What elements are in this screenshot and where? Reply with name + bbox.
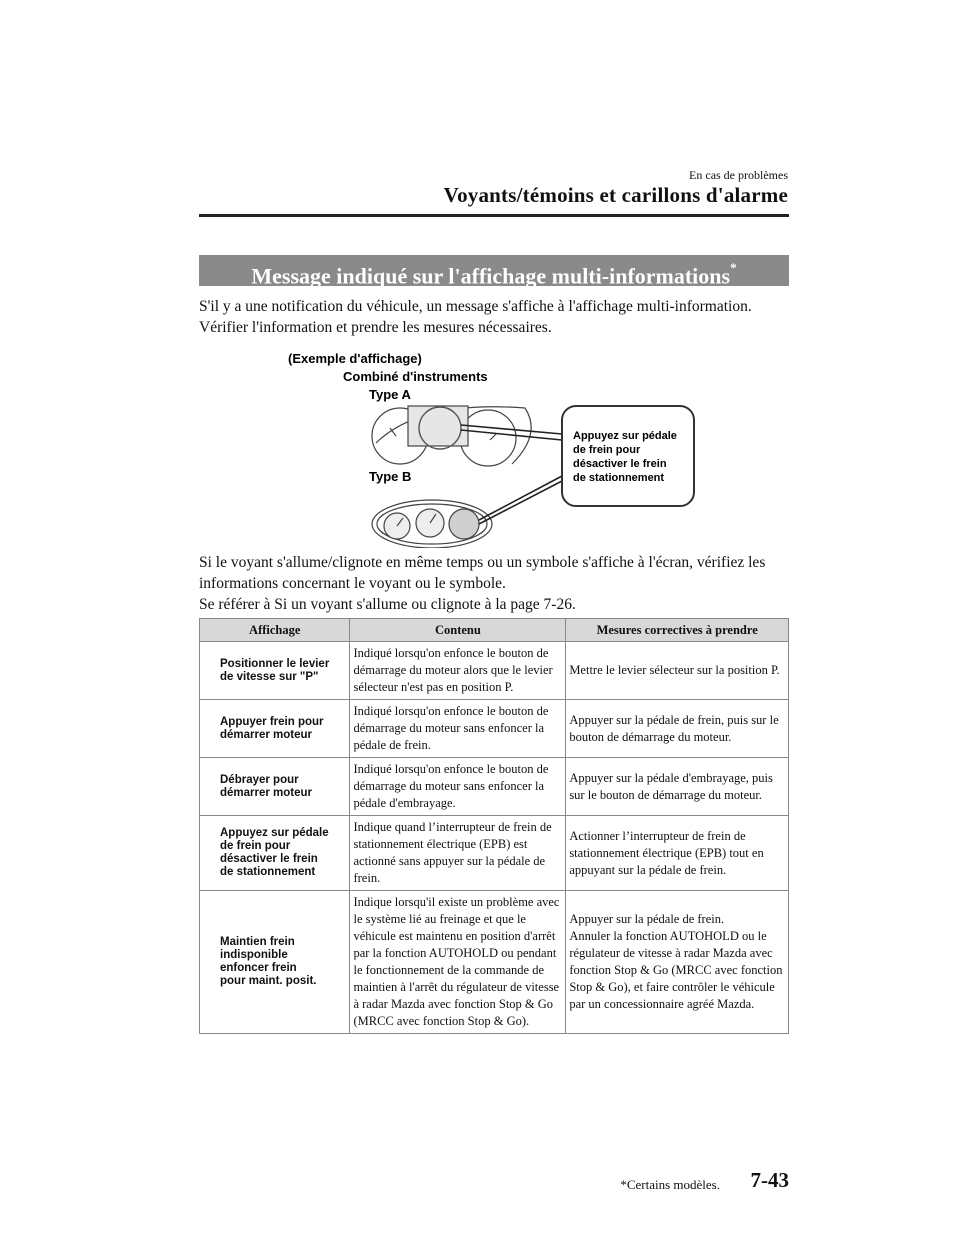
type-b-cluster [372, 500, 492, 548]
table-row [200, 816, 789, 891]
fix-cell: Appuyer sur la pédale de frein, puis sur le bouton de démarrage du moteur. [566, 700, 789, 758]
table-header-row [200, 619, 789, 642]
intro-text [199, 296, 799, 338]
cluster-label: Combiné d'instruments [343, 369, 488, 384]
reference-text [199, 552, 799, 615]
fix-cell: Appuyer sur la pédale de frein. Annuler la fonction AUTOHOLD ou le régulateur de vitesse à radar Mazda avec fonction Stop & Go (MRCC avec fonction Stop & Go), et faire contrôler le véhicule par un concessionnaire agréé Mazda. [566, 891, 789, 1034]
reference-line: Si le voyant s'allume/clignote en même temps ou un symbole s'affiche à l'écran, vérifiez les [199, 554, 766, 571]
model-asterisk: * [730, 260, 737, 275]
table-row [200, 642, 789, 700]
callout-line: Appuyez sur pédale [573, 430, 677, 442]
chapter-title: En cas de problèmes [689, 168, 788, 182]
callout-line: désactiver le frein [573, 458, 667, 470]
column-header: Contenu [350, 619, 566, 642]
header-rule [199, 214, 789, 217]
content-cell: Indique lorsqu'il existe un problème avec le système lié au freinage et que le véhicule est maintenu en position d'arrêt par la fonction AUTOHOLD ou pendant le fonctionnement de la commande de maintien à l'arrêt du régulateur de vitesse à radar Mazda avec fonction Stop & Go (MRCC avec fonction Stop & Go). [350, 891, 566, 1034]
type-a-cluster [372, 406, 531, 466]
display-message: Appuyer frein pour démarrer moteur [200, 700, 350, 758]
column-header: Affichage [200, 619, 350, 642]
page-number: 7-43 [750, 1168, 789, 1192]
table-row [200, 758, 789, 816]
intro-line: Vérifier l'information et prendre les mesures nécessaires. [199, 319, 552, 336]
fix-cell: Mettre le levier sélecteur sur la position P. [566, 642, 789, 700]
callout-box [562, 406, 694, 506]
table-row [200, 700, 789, 758]
fix-cell: Appuyer sur la pédale d'embrayage, puis sur le bouton de démarrage du moteur. [566, 758, 789, 816]
type-a-label: Type A [369, 387, 411, 402]
reference-line: informations concernant le voyant ou le symbole. [199, 575, 506, 592]
cluster-figure [280, 348, 700, 548]
example-label: (Exemple d'affichage) [288, 351, 422, 366]
intro-line: S'il y a une notification du véhicule, un message s'affiche à l'affichage multi-information. [199, 298, 752, 315]
section-title: Message indiqué sur l'affichage multi-informations [251, 263, 731, 289]
callout-leaders [461, 425, 562, 524]
content-cell: Indique quand l’interrupteur de frein de stationnement électrique (EPB) est actionné sans appuyer sur la pédale de frein. [350, 816, 566, 891]
section-banner [199, 255, 789, 289]
callout-line: de stationnement [573, 472, 665, 484]
display-message: Positionner le levier de vitesse sur "P" [200, 642, 350, 700]
footnote: *Certains modèles. [620, 1177, 720, 1192]
message-table [199, 618, 789, 1034]
display-message: Débrayer pour démarrer moteur [200, 758, 350, 816]
fix-cell: Actionner l’interrupteur de frein de stationnement électrique (EPB) tout en appuyant sur la pédale de frein. [566, 816, 789, 891]
type-b-label: Type B [369, 469, 412, 484]
content-cell: Indiqué lorsqu'on enfonce le bouton de démarrage du moteur sans enfoncer la pédale de frein. [350, 700, 566, 758]
callout-line: de frein pour [573, 444, 641, 456]
display-message: Appuyez sur pédale de frein pour désactiver le frein de stationnement [200, 816, 350, 891]
content-cell: Indiqué lorsqu'on enfonce le bouton de démarrage du moteur alors que le levier sélecteur n'est pas en position P. [350, 642, 566, 700]
page-heading: Voyants/témoins et carillons d'alarme [443, 183, 788, 207]
table-row [200, 891, 789, 1034]
display-message: Maintien frein indisponible enfoncer frein pour maint. posit. [200, 891, 350, 1034]
column-header: Mesures correctives à prendre [566, 619, 789, 642]
reference-line: Se référer à Si un voyant s'allume ou clignote à la page 7-26. [199, 596, 576, 613]
content-cell: Indiqué lorsqu'on enfonce le bouton de démarrage du moteur sans enfoncer la pédale d'embrayage. [350, 758, 566, 816]
